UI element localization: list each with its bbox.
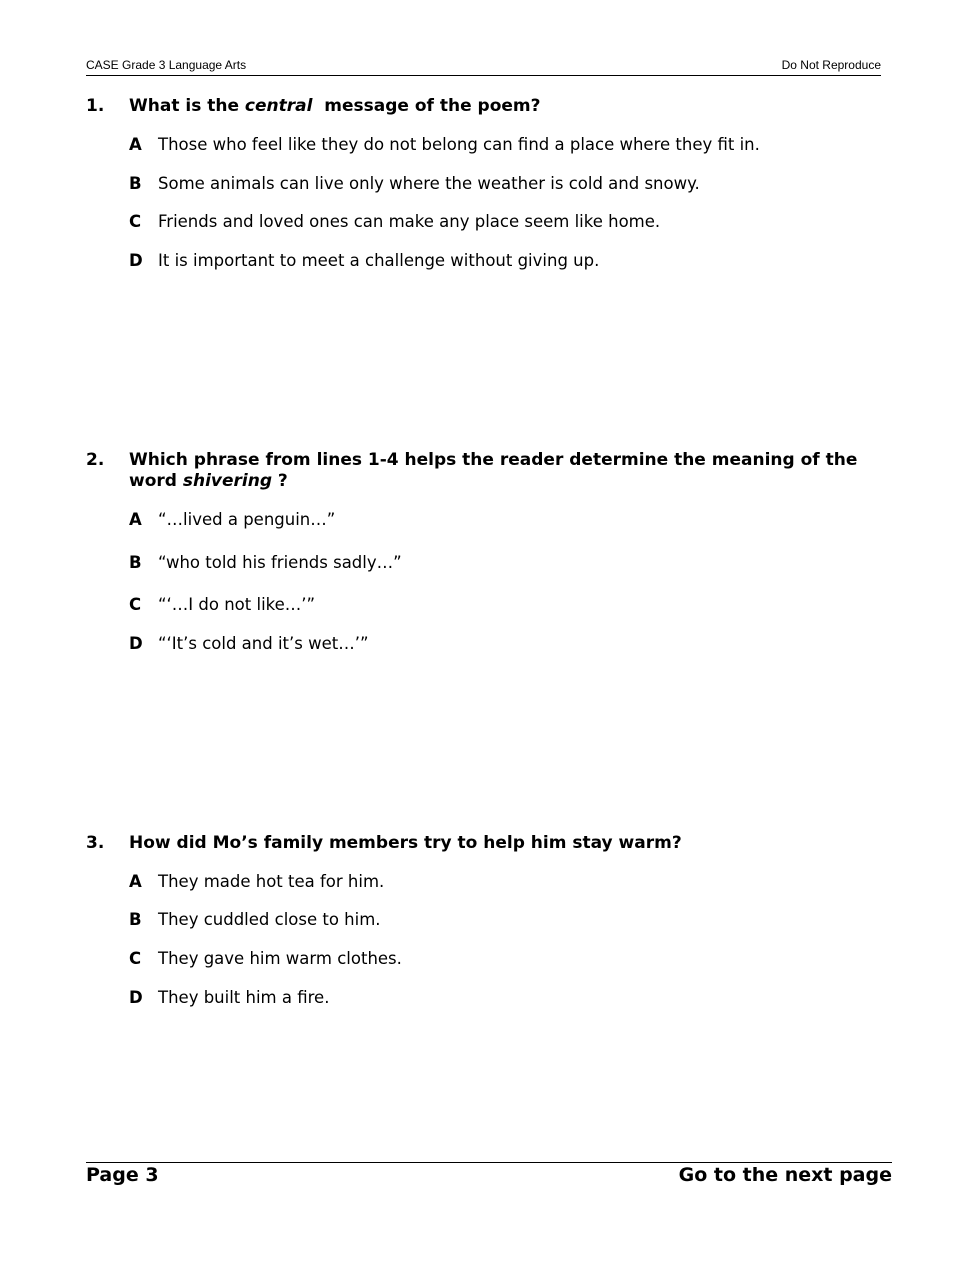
header-title: CASE Grade 3 Language Arts	[86, 58, 247, 72]
question-prompt: How did Mo’s family members try to help him stay warm?	[129, 833, 682, 853]
page-header	[86, 57, 881, 76]
page-number: Page 3	[86, 1164, 159, 1186]
answer-option-c[interactable]: C They gave him warm clothes.	[129, 949, 402, 968]
answer-option-d[interactable]: D They built him a fire.	[129, 988, 330, 1007]
question-number: 2.	[86, 450, 105, 470]
answer-option-b[interactable]: B Some animals can live only where the weather is cold and snowy.	[129, 174, 700, 193]
next-page-instruction: Go to the next page	[678, 1164, 892, 1186]
answer-option-d[interactable]: D It is important to meet a challenge without giving up.	[129, 251, 600, 270]
answer-option-a[interactable]: A Those who feel like they do not belong can find a place where they fit in.	[129, 135, 760, 154]
question-prompt: What is the central message of the poem?	[129, 96, 541, 116]
answer-option-a[interactable]: A “…lived a penguin…”	[129, 510, 336, 529]
answer-option-c[interactable]: C “‘…I do not like…’”	[129, 595, 316, 614]
question-number: 1.	[86, 96, 105, 116]
answer-option-b[interactable]: B “who told his friends sadly…”	[129, 553, 402, 572]
answer-option-b[interactable]: B They cuddled close to him.	[129, 910, 381, 929]
question-prompt: Which phrase from lines 1-4 helps the reader determine the meaning of the word shivering ?	[129, 450, 858, 491]
answer-option-c[interactable]: C Friends and loved ones can make any place seem like home.	[129, 212, 661, 231]
answer-option-d[interactable]: D “‘It’s cold and it’s wet…’”	[129, 634, 369, 653]
header-notice: Do Not Reproduce	[781, 58, 881, 72]
answer-option-a[interactable]: A They made hot tea for him.	[129, 872, 385, 891]
question-number: 3.	[86, 833, 105, 853]
page-footer	[86, 1162, 892, 1193]
